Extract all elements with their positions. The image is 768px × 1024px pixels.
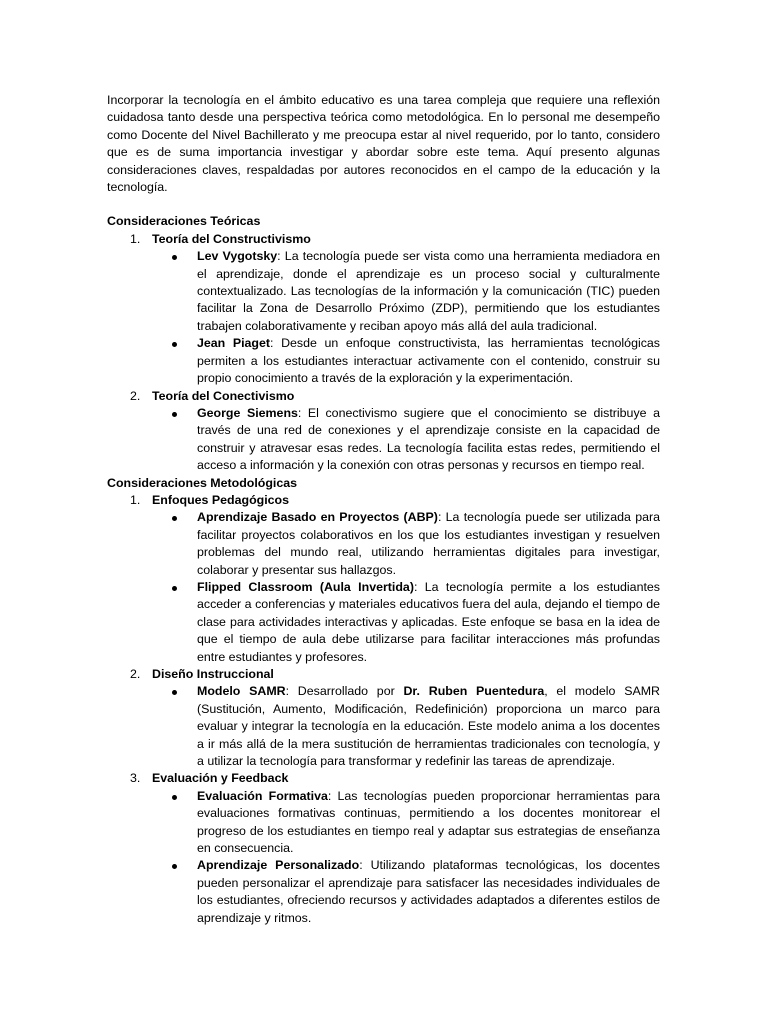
numbered-list — [107, 492, 660, 927]
bullet-item — [152, 788, 660, 858]
intro-paragraph: Incorporar la tecnología en el ámbito educativo es una tarea compleja que requiere una reflexión cuidadosa tanto desde una perspectiva teórica como metodológica. En lo personal me desempeño como Docente del Nivel Bachillerato y me preocupa estar al nivel requerido, por lo tanto, considero que es de suma importancia investigar y abordar sobre este tema. Aquí presento algunas consideraciones claves, respaldadas por autores reconocidos en el campo de la educación y la tecnología. — [107, 93, 660, 195]
bullet-icon — [172, 255, 177, 260]
bullet-icon — [172, 342, 177, 347]
bullet-lead: Aprendizaje Personalizado — [197, 858, 360, 873]
bullet-list — [152, 788, 660, 927]
bullet-item — [152, 405, 660, 475]
bullet-icon — [172, 516, 177, 521]
item-title: Teoría del Conectivismo — [152, 388, 295, 403]
bullet-text: : Desde un enfoque constructivista, las herramientas tecnológicas permiten a los estudiantes interactuar activamente con el contenido, construir su propio conocimiento a través de la exploración y la experimentación. — [197, 336, 660, 386]
bullet-list — [152, 248, 660, 387]
bullet-item — [152, 683, 660, 770]
bullet-item — [152, 248, 660, 335]
bullet-lead: Flipped Classroom (Aula Invertida) — [197, 579, 414, 594]
item-title: Evaluación y Feedback — [152, 771, 289, 786]
bullet-text: : El conectivismo sugiere que el conocimiento se distribuye a través de una red de conexiones y el aprendizaje consiste en la capacidad de construir y atravesar esas redes. La tecnología facilita estas redes, permitiendo el acceso a información y la conexión con otras personas y recursos en tiempo real. — [197, 405, 660, 473]
bullet-list — [152, 683, 660, 770]
item-number: 1. — [130, 492, 141, 507]
bullet-lead: Jean Piaget — [197, 336, 271, 351]
list-item — [107, 231, 660, 388]
bullet-item — [152, 857, 660, 927]
item-title: Teoría del Constructivismo — [152, 231, 311, 246]
bullet-list — [152, 405, 660, 475]
bullet-lead: Lev Vygotsky — [197, 249, 278, 264]
bullet-text: : La tecnología permite a los estudiantes acceder a conferencias y materiales educativos fuera del aula, dejando el tiempo de clase para actividades interactivas y aplicadas. Este enfoque se basa en la idea de que el tiempo de aula debe utilizarse para facilitar interacciones más profundas entre estudiantes y profesores. — [197, 579, 660, 664]
bullet-list — [152, 509, 660, 666]
item-number: 3. — [130, 771, 141, 786]
bullet-item — [152, 335, 660, 387]
bullet-lead: George Siemens — [197, 405, 298, 420]
bullet-lead: Evaluación Formativa — [197, 788, 328, 803]
section-theoretical — [107, 213, 660, 474]
document-body — [107, 92, 660, 927]
section-title: Consideraciones Teóricas — [107, 214, 261, 229]
bullet-lead: Aprendizaje Basado en Proyectos (ABP) — [197, 510, 438, 525]
bullet-icon — [172, 586, 177, 591]
bullet-icon — [172, 795, 177, 800]
bullet-text: : Las tecnologías pueden proporcionar herramientas para evaluaciones formativas continuas, permitiendo a los docentes monitorear el progreso de los estudiantes en tiempo real y adaptar sus estrategias de enseñanza en consecuencia. — [197, 788, 660, 856]
item-title: Enfoques Pedagógicos — [152, 492, 290, 507]
bullet-author: Dr. Ruben Puentedura — [403, 684, 545, 699]
bullet-text: : La tecnología puede ser vista como una herramienta mediadora en el aprendizaje, donde el aprendizaje es un proceso social y culturalmente contextualizado. Las tecnologías de la información y la comunicación (TIC) pueden facilitar la Zona de Desarrollo Próximo (ZDP), permitiendo que los estudiantes trabajen colaborativamente y reciban apoyo más allá del aula tradicional. — [197, 249, 660, 333]
numbered-list — [107, 231, 660, 475]
bullet-lead: Modelo SAMR — [197, 684, 286, 699]
item-number: 1. — [130, 231, 141, 246]
list-item — [107, 770, 660, 927]
bullet-icon — [172, 864, 177, 869]
bullet-icon — [172, 690, 177, 695]
item-number: 2. — [130, 388, 141, 403]
bullet-text: , el modelo SAMR (Sustitución, Aumento, Modificación, Redefinición) proporciona un marco para evaluar y integrar la tecnología en la educación. Este modelo anima a los docentes a ir más allá de la mera sustitución de herramientas tradicionales con tecnología, y a utilizar la tecnología para transformar y redefinir las tareas de aprendizaje. — [197, 684, 660, 769]
section-methodological — [107, 475, 660, 928]
section-title: Consideraciones Metodológicas — [107, 475, 298, 490]
bullet-icon — [172, 412, 177, 417]
list-item — [107, 666, 660, 770]
list-item — [107, 388, 660, 475]
bullet-text: : La tecnología puede ser utilizada para facilitar proyectos colaborativos en los que los estudiantes investigan y resuelven problemas del mundo real, utilizando herramientas digitales para investigar, colaborar y presentar sus hallazgos. — [197, 510, 660, 577]
bullet-text: : Utilizando plataformas tecnológicas, los docentes pueden personalizar el aprendizaje para satisfacer las necesidades individuales de los estudiantes, ofreciendo recursos y actividades adaptados a diferentes estilos de aprendizaje y ritmos. — [197, 858, 660, 925]
bullet-mid: : Desarrollado por — [285, 684, 404, 699]
item-number: 2. — [130, 667, 141, 681]
list-item — [107, 492, 660, 666]
item-title: Diseño Instruccional — [152, 667, 274, 681]
bullet-item — [152, 579, 660, 666]
bullet-item — [152, 509, 660, 579]
